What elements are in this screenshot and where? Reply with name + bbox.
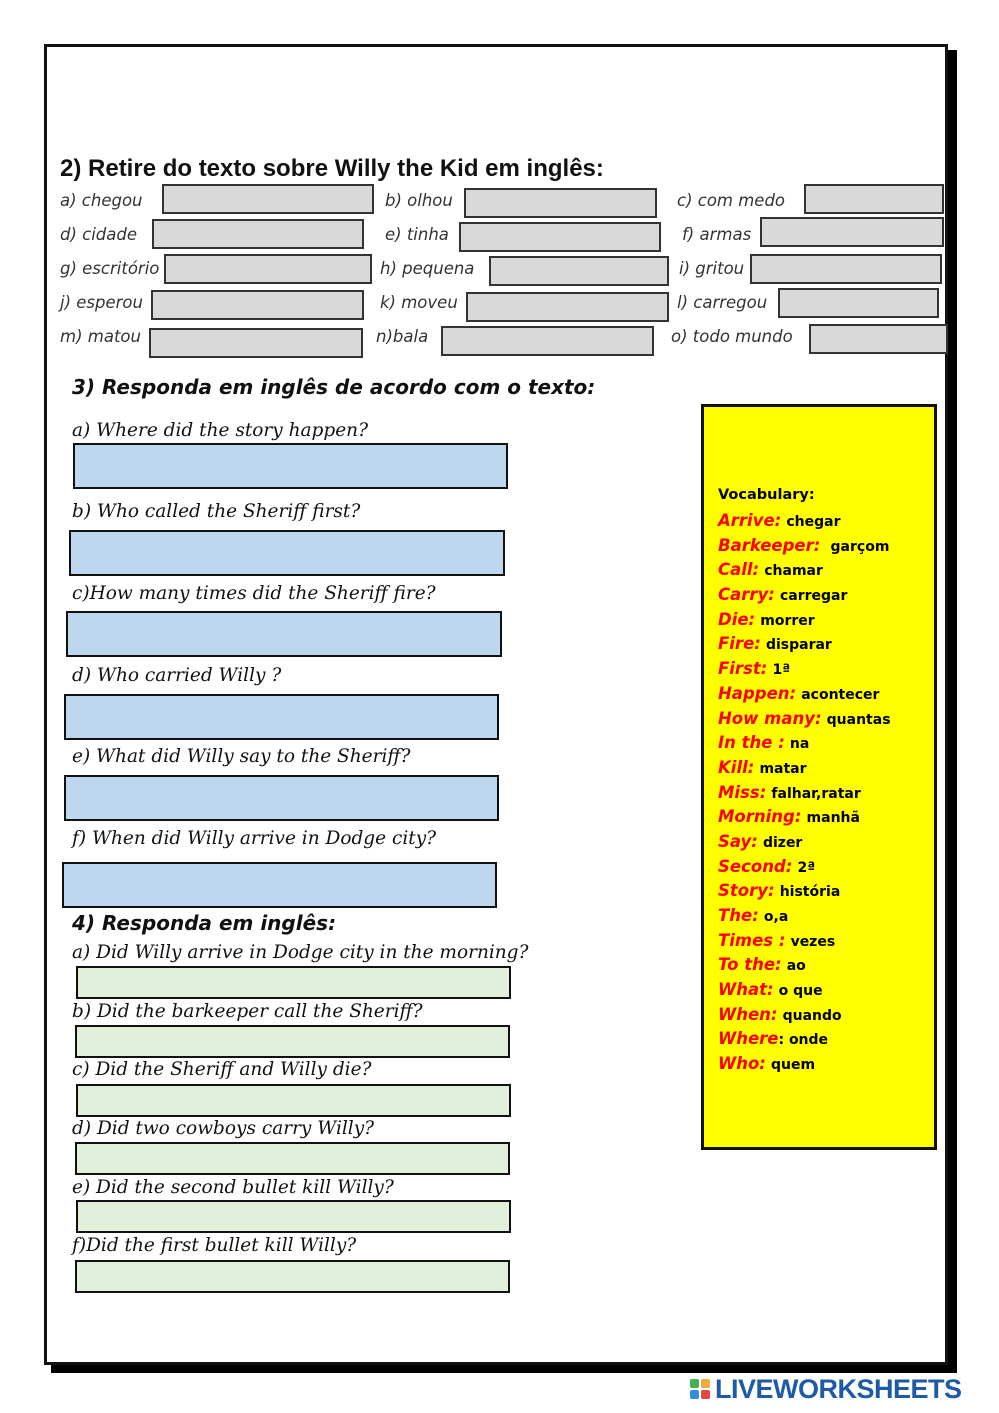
vocab-translation: ao [786, 958, 806, 975]
vocab-term: What: [718, 980, 774, 1000]
answer-input-m[interactable] [149, 328, 363, 358]
item-label-d: d) cidade [60, 225, 138, 244]
answer-input-b[interactable] [464, 188, 657, 218]
vocab-term: Miss: [718, 782, 767, 802]
item-label-m: m) matou [60, 327, 141, 346]
vocab-entry [718, 781, 891, 806]
answer-field-3e[interactable] [64, 775, 499, 821]
item-label-i: i) gritou [679, 259, 745, 278]
vocab-term: Second: [718, 856, 793, 876]
vocab-term: Fire: [718, 634, 761, 654]
item-label-c: c) com medo [677, 191, 786, 210]
vocab-term: Arrive: [718, 511, 782, 530]
vocabulary-list [718, 509, 891, 1077]
question-4a: a) Did Willy arrive in Dodge city in the morning? [72, 942, 529, 963]
answer-input-j[interactable] [151, 290, 364, 320]
answer-input-d[interactable] [152, 219, 364, 249]
vocab-entry [718, 509, 891, 534]
vocab-translation: quando [782, 1007, 842, 1024]
item-label-j: j) esperou [60, 293, 143, 312]
vocab-entry [718, 707, 891, 732]
item-label-h: h) pequena [380, 259, 475, 278]
answer-field-4f[interactable] [75, 1260, 510, 1293]
liveworksheets-logo[interactable] [690, 1373, 962, 1404]
vocab-entry [718, 558, 891, 583]
question-4c: c) Did the Sheriff and Willy die? [72, 1059, 372, 1080]
vocab-entry [718, 879, 891, 904]
vocab-translation: vezes [790, 933, 836, 950]
vocab-translation: 2ª [797, 859, 816, 876]
answer-input-h[interactable] [489, 256, 669, 286]
vocab-entry [718, 632, 891, 657]
vocab-entry [718, 608, 891, 633]
vocab-translation: história [779, 884, 841, 901]
vocab-entry [718, 657, 891, 682]
vocab-entry [718, 1003, 891, 1028]
vocab-entry [718, 953, 891, 978]
vocab-entry [718, 805, 891, 830]
vocab-term: To the: [718, 955, 782, 975]
vocab-term: Barkeeper: [718, 535, 821, 555]
vocab-entry [718, 855, 891, 880]
vocab-term: The: [718, 906, 759, 925]
vocab-translation: carregar [779, 588, 848, 605]
vocab-term: Happen: [718, 683, 797, 703]
vocab-translation: matar [759, 760, 807, 777]
answer-field-4a[interactable] [76, 966, 511, 999]
question-4d: d) Did two cowboys carry Willy? [72, 1118, 375, 1139]
vocab-term: Morning: [718, 807, 802, 827]
vocab-translation: quem [770, 1057, 816, 1074]
answer-field-4c[interactable] [76, 1084, 511, 1117]
vocab-entry [718, 904, 891, 929]
vocab-translation: na [789, 736, 810, 753]
question-3c: c)How many times did the Sheriff fire? [72, 583, 436, 604]
section-4-title: 4) Responda em inglês: [72, 911, 337, 935]
vocab-term: Times : [718, 930, 786, 950]
vocab-term: How many: [718, 708, 822, 728]
answer-input-f[interactable] [760, 217, 944, 247]
answer-input-i[interactable] [750, 254, 942, 284]
answer-field-4b[interactable] [75, 1025, 510, 1058]
answer-input-n[interactable] [441, 326, 654, 356]
vocab-term: In the : [718, 733, 785, 753]
item-label-e: e) tinha [385, 225, 449, 244]
vocab-translation: quantas [826, 711, 891, 728]
item-label-k: k) moveu [380, 293, 458, 312]
vocab-entry [718, 1052, 891, 1077]
answer-input-g[interactable] [164, 254, 372, 284]
question-3a: a) Where did the story happen? [72, 420, 368, 441]
question-4f: f)Did the first bullet kill Willy? [72, 1235, 357, 1256]
answer-field-3a[interactable] [73, 443, 508, 489]
vocab-translation: manhã [806, 810, 860, 827]
question-3f: f) When did Willy arrive in Dodge city? [72, 828, 437, 849]
vocab-entry [718, 929, 891, 954]
section-2-title: 2) Retire do texto sobre Willy the Kid em inglês: [60, 155, 604, 182]
vocab-translation: garçom [830, 538, 890, 555]
vocab-entry [718, 1027, 891, 1052]
vocab-entry [718, 534, 891, 559]
vocab-translation: acontecer [801, 686, 880, 703]
vocab-term: Die: [718, 609, 756, 629]
vocab-term: Say: [718, 831, 758, 851]
vocab-term: When: [718, 1004, 778, 1024]
question-3d: d) Who carried Willy ? [72, 665, 282, 686]
answer-field-4e[interactable] [76, 1200, 511, 1233]
answer-input-l[interactable] [778, 288, 939, 318]
vocab-entry [718, 731, 891, 756]
brand-name: LIVEWORKSHEETS [715, 1373, 962, 1404]
answer-input-k[interactable] [466, 292, 669, 322]
vocab-translation: dizer [762, 834, 803, 851]
answer-field-3f[interactable] [62, 862, 497, 908]
answer-field-4d[interactable] [75, 1142, 510, 1175]
item-label-n: n)bala [376, 327, 429, 346]
answer-input-c[interactable] [804, 184, 944, 214]
vocab-term: Who: [718, 1054, 766, 1074]
answer-input-o[interactable] [809, 324, 948, 354]
logo-squares-icon [690, 1379, 710, 1399]
vocab-term: First: [718, 659, 768, 679]
item-label-g: g) escritório [60, 259, 160, 278]
answer-input-a[interactable] [162, 184, 374, 214]
vocab-translation: morrer [760, 612, 815, 629]
vocab-entry [718, 756, 891, 781]
vocab-entry [718, 830, 891, 855]
vocab-translation: chegar [786, 514, 841, 530]
vocab-term: Kill: [718, 757, 755, 777]
question-4b: b) Did the barkeeper call the Sheriff? [72, 1001, 423, 1022]
vocab-entry [718, 978, 891, 1003]
answer-field-3d[interactable] [64, 694, 499, 740]
vocabulary-box [701, 404, 937, 1150]
vocab-translation: chamar [764, 563, 823, 580]
vocab-translation: 1ª [772, 662, 791, 679]
vocab-translation: : onde [778, 1032, 829, 1049]
answer-field-3c[interactable] [66, 611, 502, 657]
vocab-entry [718, 682, 891, 707]
question-3e: e) What did Willy say to the Sheriff? [72, 746, 411, 767]
section-3-title: 3) Responda em inglês de acordo com o texto: [72, 375, 596, 399]
vocab-translation: falhar,ratar [771, 785, 861, 802]
answer-field-3b[interactable] [69, 530, 505, 576]
vocab-term: Story: [718, 881, 775, 901]
vocabulary-title: Vocabulary: [718, 487, 815, 503]
vocab-translation: o,a [763, 909, 789, 925]
item-label-o: o) todo mundo [671, 327, 793, 346]
vocab-translation: disparar [765, 637, 832, 654]
vocab-translation: o que [778, 983, 823, 1000]
vocab-entry [718, 583, 891, 608]
vocab-term: Carry: [718, 585, 775, 605]
item-label-b: b) olhou [385, 191, 453, 210]
item-label-l: l) carregou [677, 293, 768, 312]
vocab-term: Where [718, 1029, 779, 1049]
item-label-a: a) chegou [60, 191, 143, 210]
item-label-f: f) armas [682, 225, 752, 244]
answer-input-e[interactable] [459, 222, 661, 252]
vocab-term: Call: [718, 560, 760, 580]
question-4e: e) Did the second bullet kill Willy? [72, 1177, 394, 1198]
question-3b: b) Who called the Sheriff first? [72, 501, 361, 522]
